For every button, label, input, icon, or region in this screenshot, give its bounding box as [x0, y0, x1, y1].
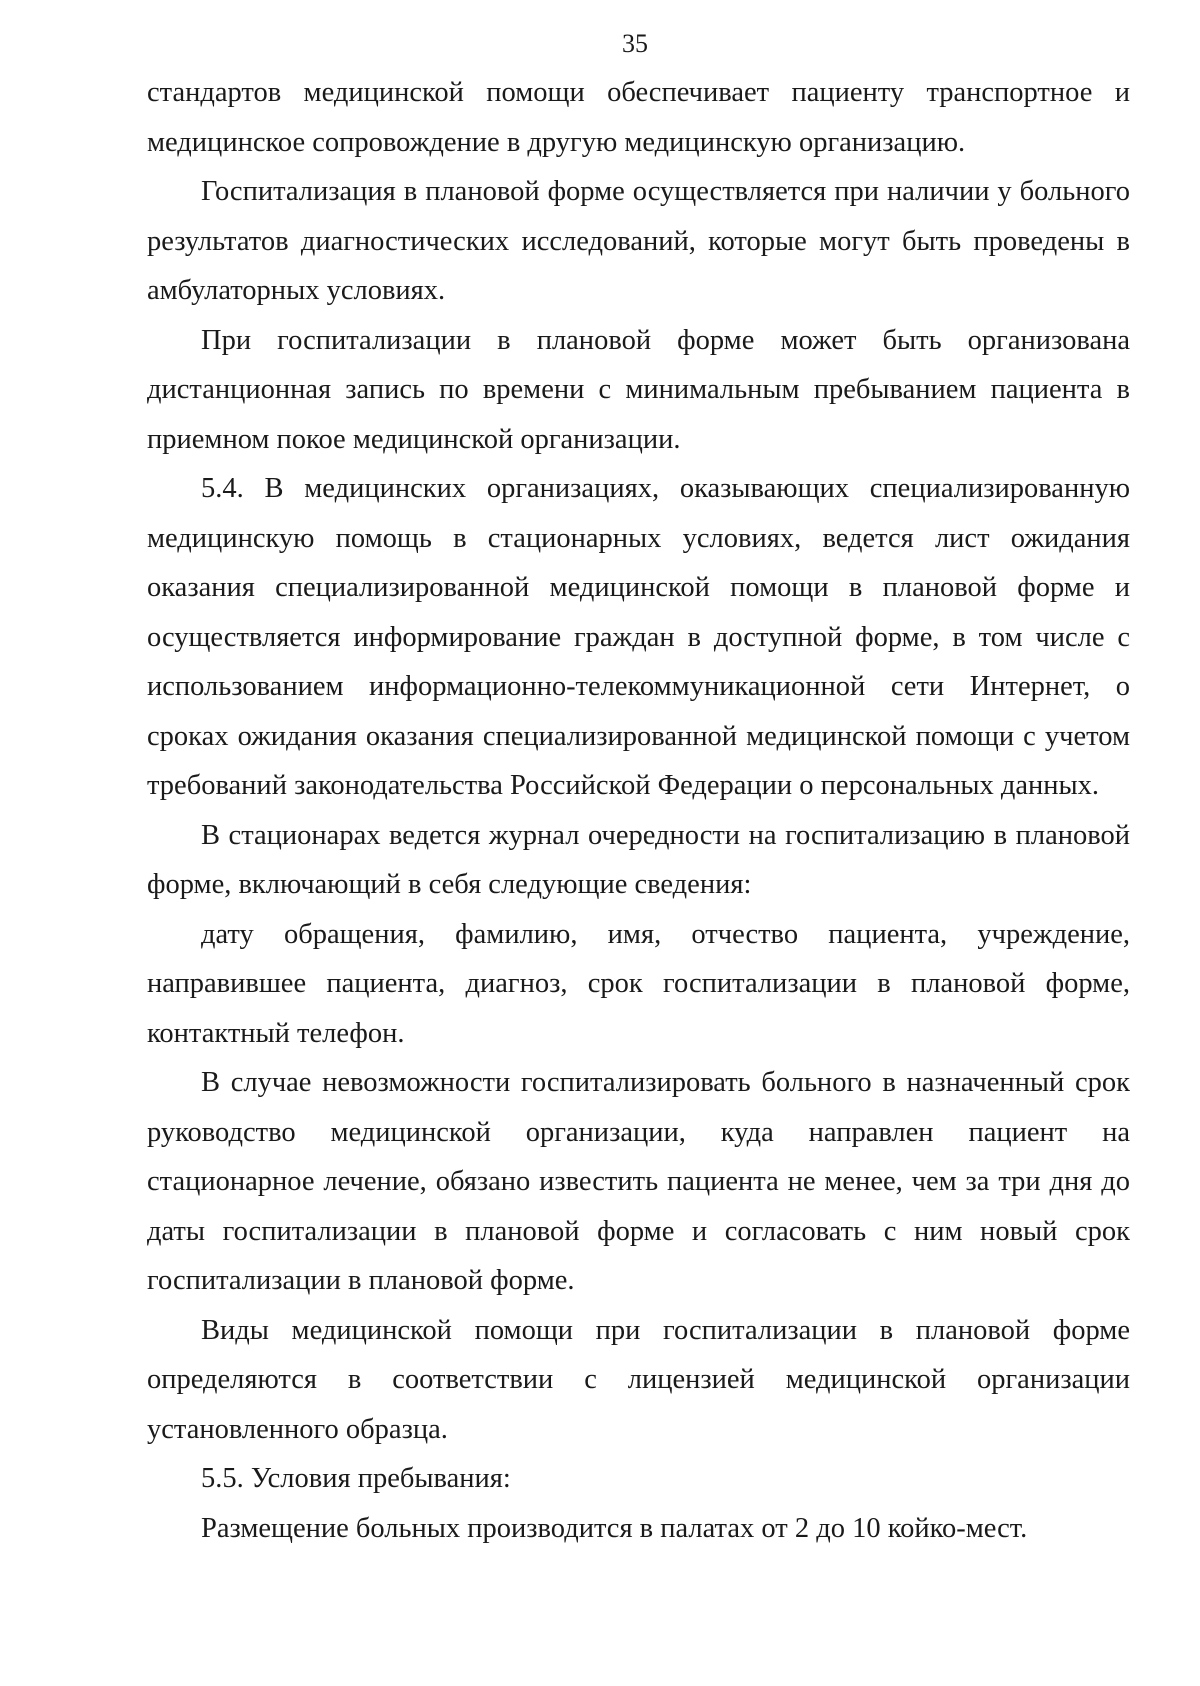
paragraph-journal-fields: дату обращения, фамилию, имя, отчество пациента, учреждение, направившее пациента, диагноз, срок госпитализации в плановой форме, контактный телефон. — [147, 918, 1130, 1049]
paragraph-remote-booking: При госпитализации в плановой форме может быть организована дистанционная запись по времени с минимальным пребыванием пациента в приемном покое медицинской организации. — [147, 324, 1130, 455]
paragraph-queue-journal: В стационарах ведется журнал очередности на госпитализацию в плановой форме, включающий в себя следующие сведения: — [147, 819, 1130, 900]
paragraph-ward-capacity: Размещение больных производится в палатах от 2 до 10 койко-мест. — [201, 1512, 1028, 1544]
section-heading-5-5: 5.5. Условия пребывания: — [201, 1463, 511, 1494]
page-number: 35 — [622, 29, 648, 58]
paragraph-rescheduling: В случае невозможности госпитализировать больного в назначенный срок руководство медицинской организации, куда направлен пациент на стационарное лечение, обязано известить пациента не менее, чем за три дня до даты госпитализации в плановой форме и согласовать с ним новый срок госпитализации в плановой форме. — [147, 1067, 1130, 1296]
paragraph-planned-hospitalization: Госпитализация в плановой форме осуществляется при наличии у больного результатов диагностических исследований, которые могут быть проведены в амбулаторных условиях. — [147, 176, 1130, 306]
document-body — [147, 68, 1130, 1553]
paragraph-care-types: Виды медицинской помощи при госпитализации в плановой форме определяются в соответствии с лицензией медицинской организации установленного образца. — [147, 1314, 1130, 1445]
paragraph-transport: стандартов медицинской помощи обеспечивает пациенту транспортное и медицинское сопровождение в другую медицинскую организацию. — [147, 77, 1130, 158]
paragraph-section-5-4: 5.4. В медицинских организациях, оказывающих специализированную медицинскую помощь в стационарных условиях, ведется лист ожидания оказания специализированной медицинской помощи в плановой форме и осуществляется информирование граждан в доступной форме, в том числе с использованием информационно-телекоммуникационной сети Интернет, о сроках ожидания оказания специализированной медицинской помощи с учетом требований законодательства Российской Федерации о персональных данных. — [147, 473, 1130, 801]
